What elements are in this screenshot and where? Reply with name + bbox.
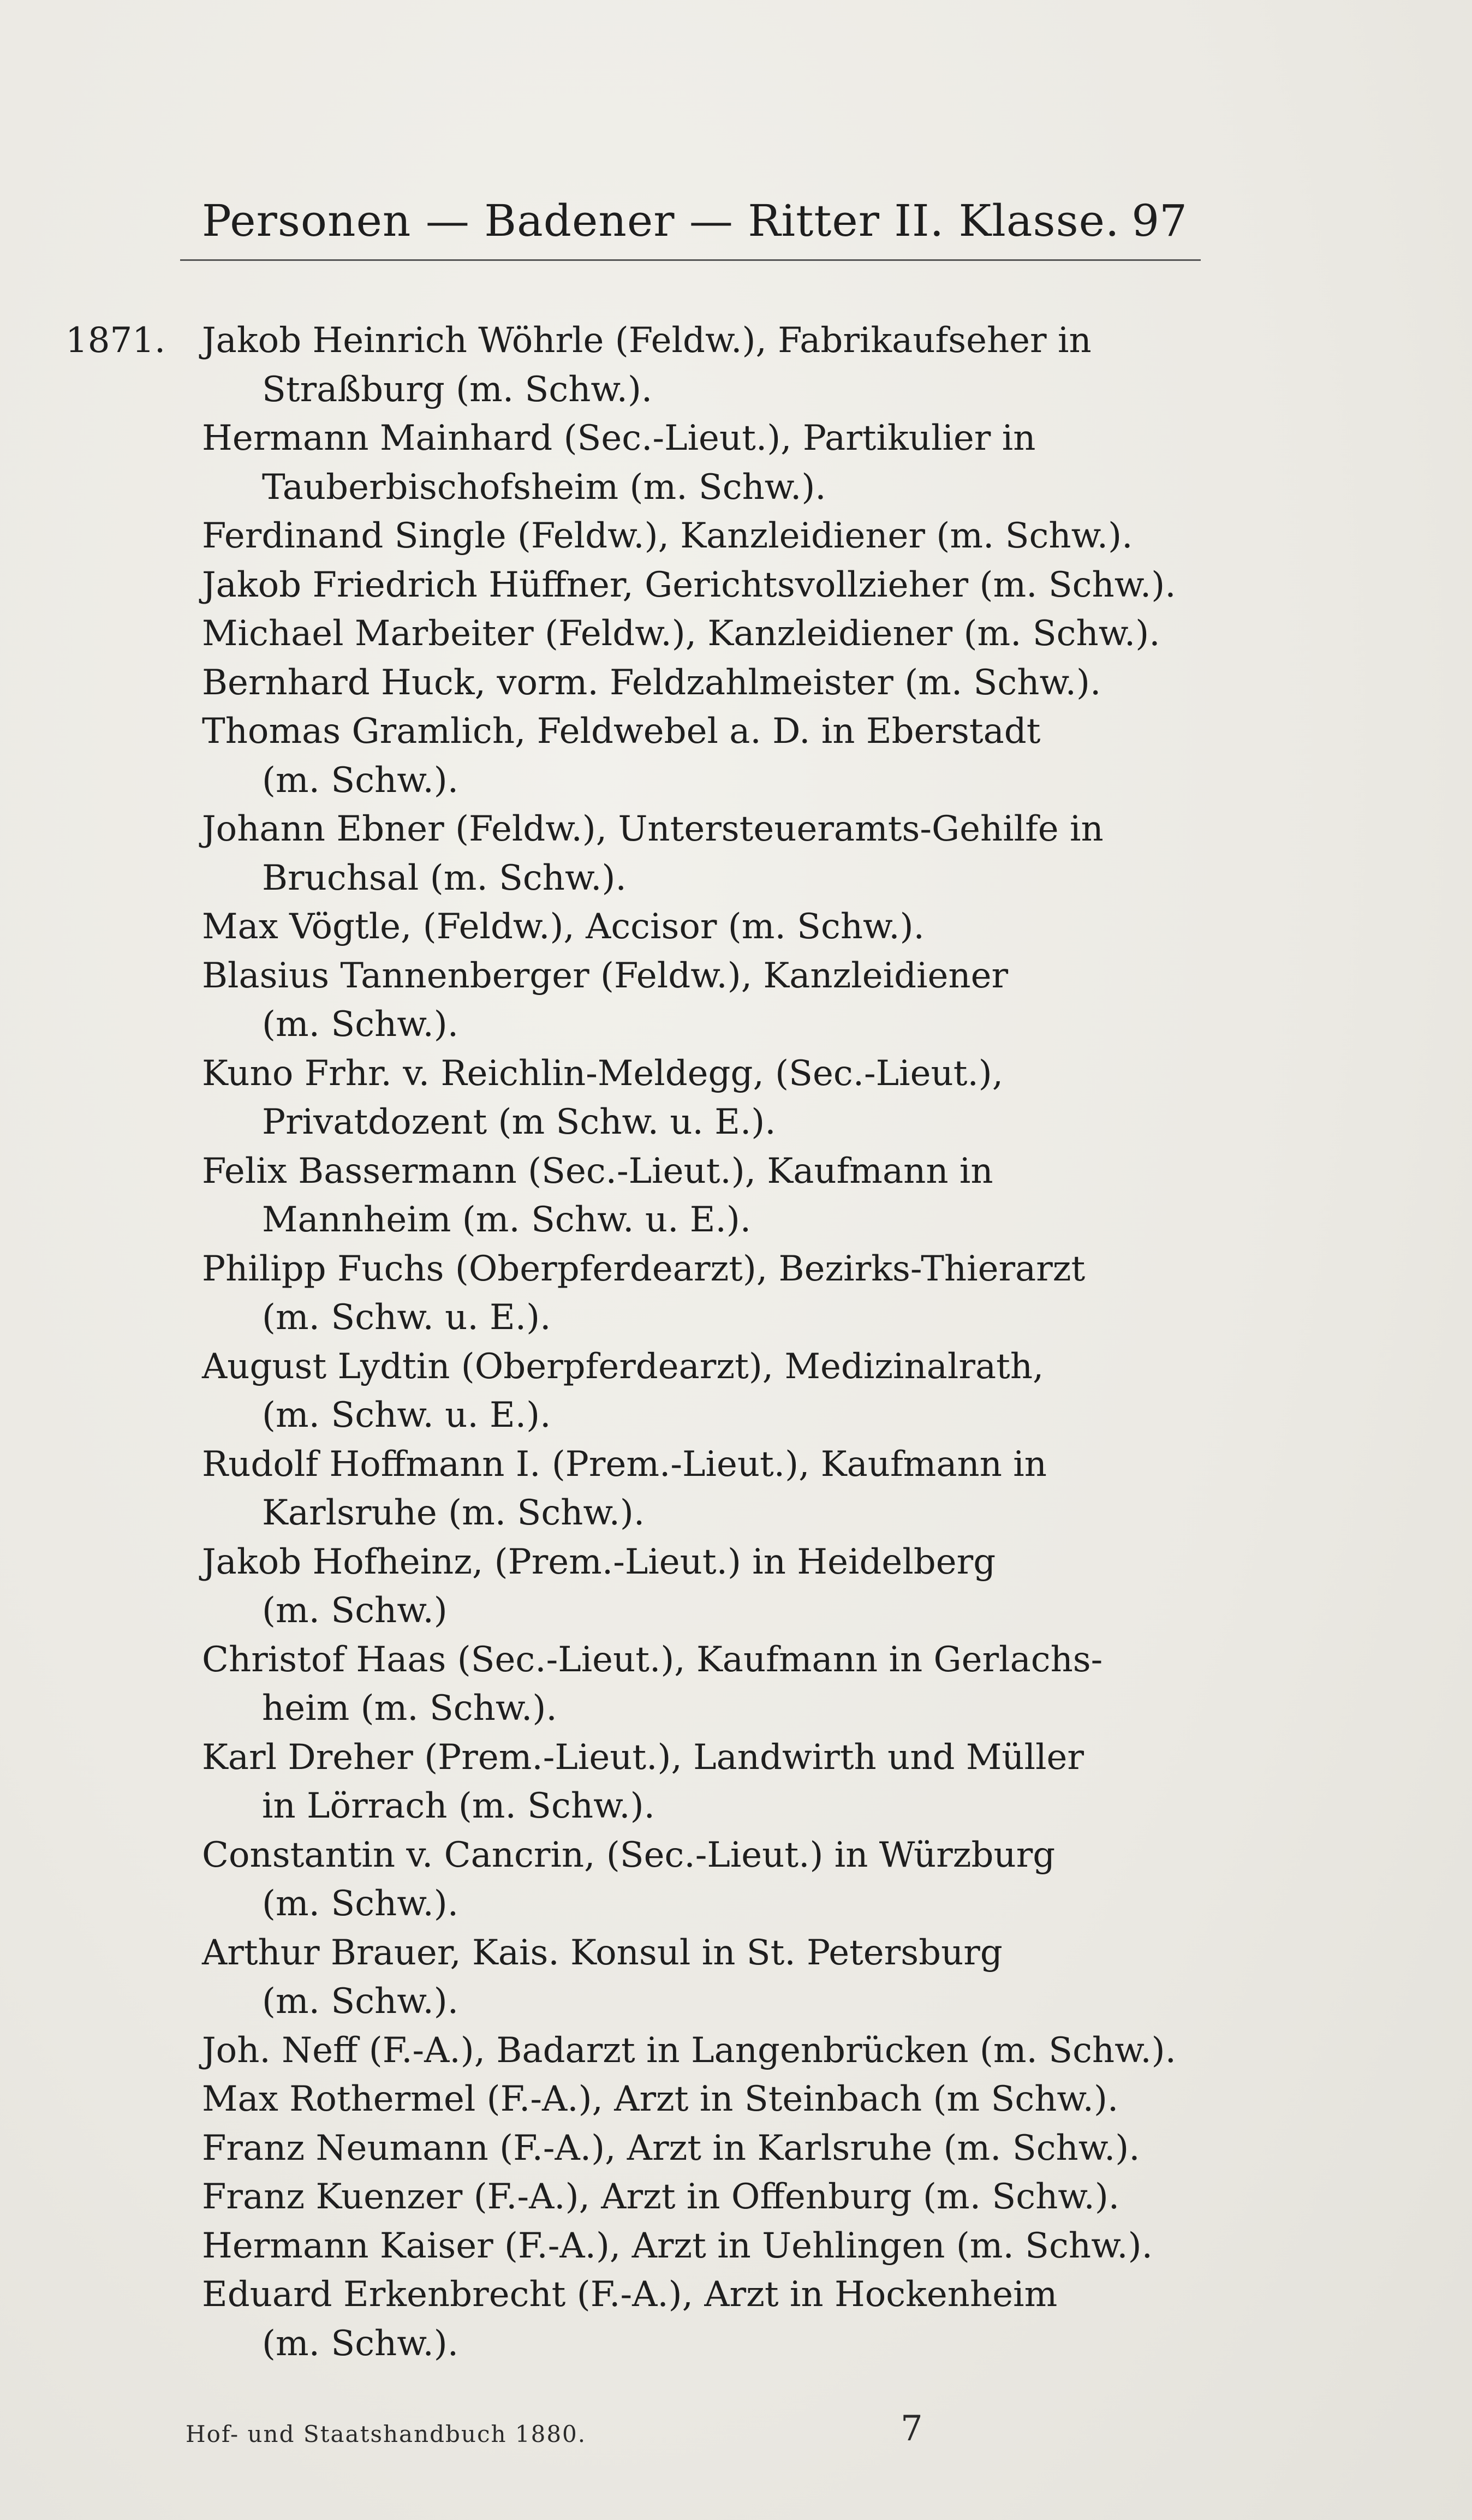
entry-container [65, 317, 1239, 2368]
entry-first-line: August Lydtin (Oberpferdearzt), Medizinalrath, [202, 1346, 1044, 1387]
list-item [65, 317, 1239, 414]
entry-list [65, 317, 1239, 2368]
entry-first-line: Eduard Erkenbrecht (F.-A.), Arzt in Hockenheim [202, 2274, 1058, 2315]
running-head-title: Personen — Badener — Ritter II. Klasse. [202, 195, 1120, 246]
page-number: 97 [1131, 195, 1187, 246]
list-item [65, 1245, 1239, 1343]
list-item [65, 1831, 1239, 1929]
entry-continuation-line: (m. Schw. u. E.). [262, 1297, 551, 1338]
entry-first-line: Jakob Hofheinz, (Prem.-Lieut.) in Heidelberg [202, 1541, 996, 1582]
entry-first-line: Kuno Frhr. v. Reichlin-Meldegg, (Sec.-Lieut.), [202, 1053, 1004, 1094]
entry-first-line: Ferdinand Single (Feldw.), Kanzleidiener (m. Schw.). [202, 516, 1133, 556]
entry-continuation-line: (m. Schw. u. E.). [262, 1395, 551, 1435]
entry-continuation-line: Mannheim (m. Schw. u. E.). [262, 1200, 752, 1240]
entry-first-line: Joh. Neff (F.-A.), Badarzt in Langenbrücken (m. Schw.). [202, 2030, 1176, 2071]
list-item [65, 1440, 1239, 1538]
entry-first-line: Felix Bassermann (Sec.-Lieut.), Kaufmann in [202, 1151, 993, 1192]
entry-first-line: Max Rothermel (F.-A.), Arzt in Steinbach (m Schw.). [202, 2079, 1119, 2119]
entry-first-line: Thomas Gramlich, Feldwebel a. D. in Eberstadt [202, 711, 1041, 752]
entry-first-line: Hermann Kaiser (F.-A.), Arzt in Uehlingen (m. Schw.). [202, 2225, 1153, 2266]
entry-continuation-line: in Lörrach (m. Schw.). [262, 1786, 655, 1826]
list-item [65, 1636, 1239, 1733]
entry-first-line: Christof Haas (Sec.-Lieut.), Kaufmann in Gerlachs- [202, 1639, 1103, 1680]
header-rule [180, 259, 1201, 261]
list-item [65, 1343, 1239, 1440]
running-head [180, 183, 1201, 254]
entry-continuation-line: (m. Schw.). [262, 760, 459, 801]
list-item [65, 659, 1239, 708]
entry-first-line: Jakob Heinrich Wöhrle (Feldw.), Fabrikaufseher in [202, 320, 1092, 361]
entry-first-line: Johann Ebner (Feldw.), Untersteueramts-Gehilfe in [202, 809, 1104, 849]
year-label: 1871. [65, 320, 166, 361]
entry-continuation-line: heim (m. Schw.). [262, 1688, 557, 1729]
list-item [65, 1147, 1239, 1245]
entry-continuation-line: Karlsruhe (m. Schw.). [262, 1493, 645, 1533]
entry-first-line: Constantin v. Cancrin, (Sec.-Lieut.) in Würzburg [202, 1834, 1056, 1875]
entry-continuation-line: Privatdozent (m Schw. u. E.). [262, 1102, 776, 1142]
entry-first-line: Max Vögtle, (Feldw.), Accisor (m. Schw.). [202, 907, 925, 947]
footer-publication: Hof- und Staatshandbuch 1880. [186, 2421, 587, 2447]
entry-first-line: Hermann Mainhard (Sec.-Lieut.), Partikulier in [202, 418, 1036, 458]
list-item [65, 2124, 1239, 2173]
entry-first-line: Michael Marbeiter (Feldw.), Kanzleidiener (m. Schw.). [202, 613, 1160, 654]
list-item [65, 610, 1239, 659]
entry-first-line: Franz Neumann (F.-A.), Arzt in Karlsruhe (m. Schw.). [202, 2128, 1140, 2168]
entry-continuation-line: Straßburg (m. Schw.). [262, 369, 653, 410]
entry-continuation-line: (m. Schw.). [262, 1004, 459, 1045]
list-item [65, 707, 1239, 805]
list-item [65, 2222, 1239, 2271]
entry-first-line: Bernhard Huck, vorm. Feldzahlmeister (m. Schw.). [202, 662, 1101, 703]
entry-first-line: Rudolf Hoffmann I. (Prem.-Lieut.), Kaufmann in [202, 1444, 1047, 1485]
entry-continuation-line: (m. Schw.). [262, 1884, 459, 1924]
entry-first-line: Arthur Brauer, Kais. Konsul in St. Petersburg [202, 1932, 1003, 1973]
list-item [65, 952, 1239, 1050]
list-item [65, 805, 1239, 903]
list-item [65, 2027, 1239, 2076]
entry-continuation-line: (m. Schw.). [262, 2323, 459, 2364]
entry-continuation-line: (m. Schw.) [262, 1590, 448, 1631]
entry-first-line: Jakob Friedrich Hüffner, Gerichtsvollzieher (m. Schw.). [202, 564, 1176, 605]
entry-continuation-line: Tauberbischofsheim (m. Schw.). [262, 467, 826, 508]
entry-first-line: Franz Kuenzer (F.-A.), Arzt in Offenburg (m. Schw.). [202, 2177, 1120, 2217]
entry-first-line: Karl Dreher (Prem.-Lieut.), Landwirth und Müller [202, 1737, 1084, 1778]
list-item [65, 2173, 1239, 2222]
entry-first-line: Philipp Fuchs (Oberpferdearzt), Bezirks-Thierarzt [202, 1248, 1086, 1289]
list-item [65, 2271, 1239, 2368]
list-item [65, 903, 1239, 952]
list-item [65, 561, 1239, 610]
list-item [65, 414, 1239, 512]
list-item [65, 1050, 1239, 1147]
list-item [65, 1733, 1239, 1831]
footer-signature-mark: 7 [901, 2409, 923, 2449]
list-item [65, 1929, 1239, 2027]
list-item [65, 2075, 1239, 2124]
entry-continuation-line: (m. Schw.). [262, 1981, 459, 2022]
list-item [65, 1538, 1239, 1636]
entry-continuation-line: Bruchsal (m. Schw.). [262, 857, 627, 898]
entry-first-line: Blasius Tannenberger (Feldw.), Kanzleidiener [202, 955, 1009, 996]
list-item [65, 512, 1239, 561]
